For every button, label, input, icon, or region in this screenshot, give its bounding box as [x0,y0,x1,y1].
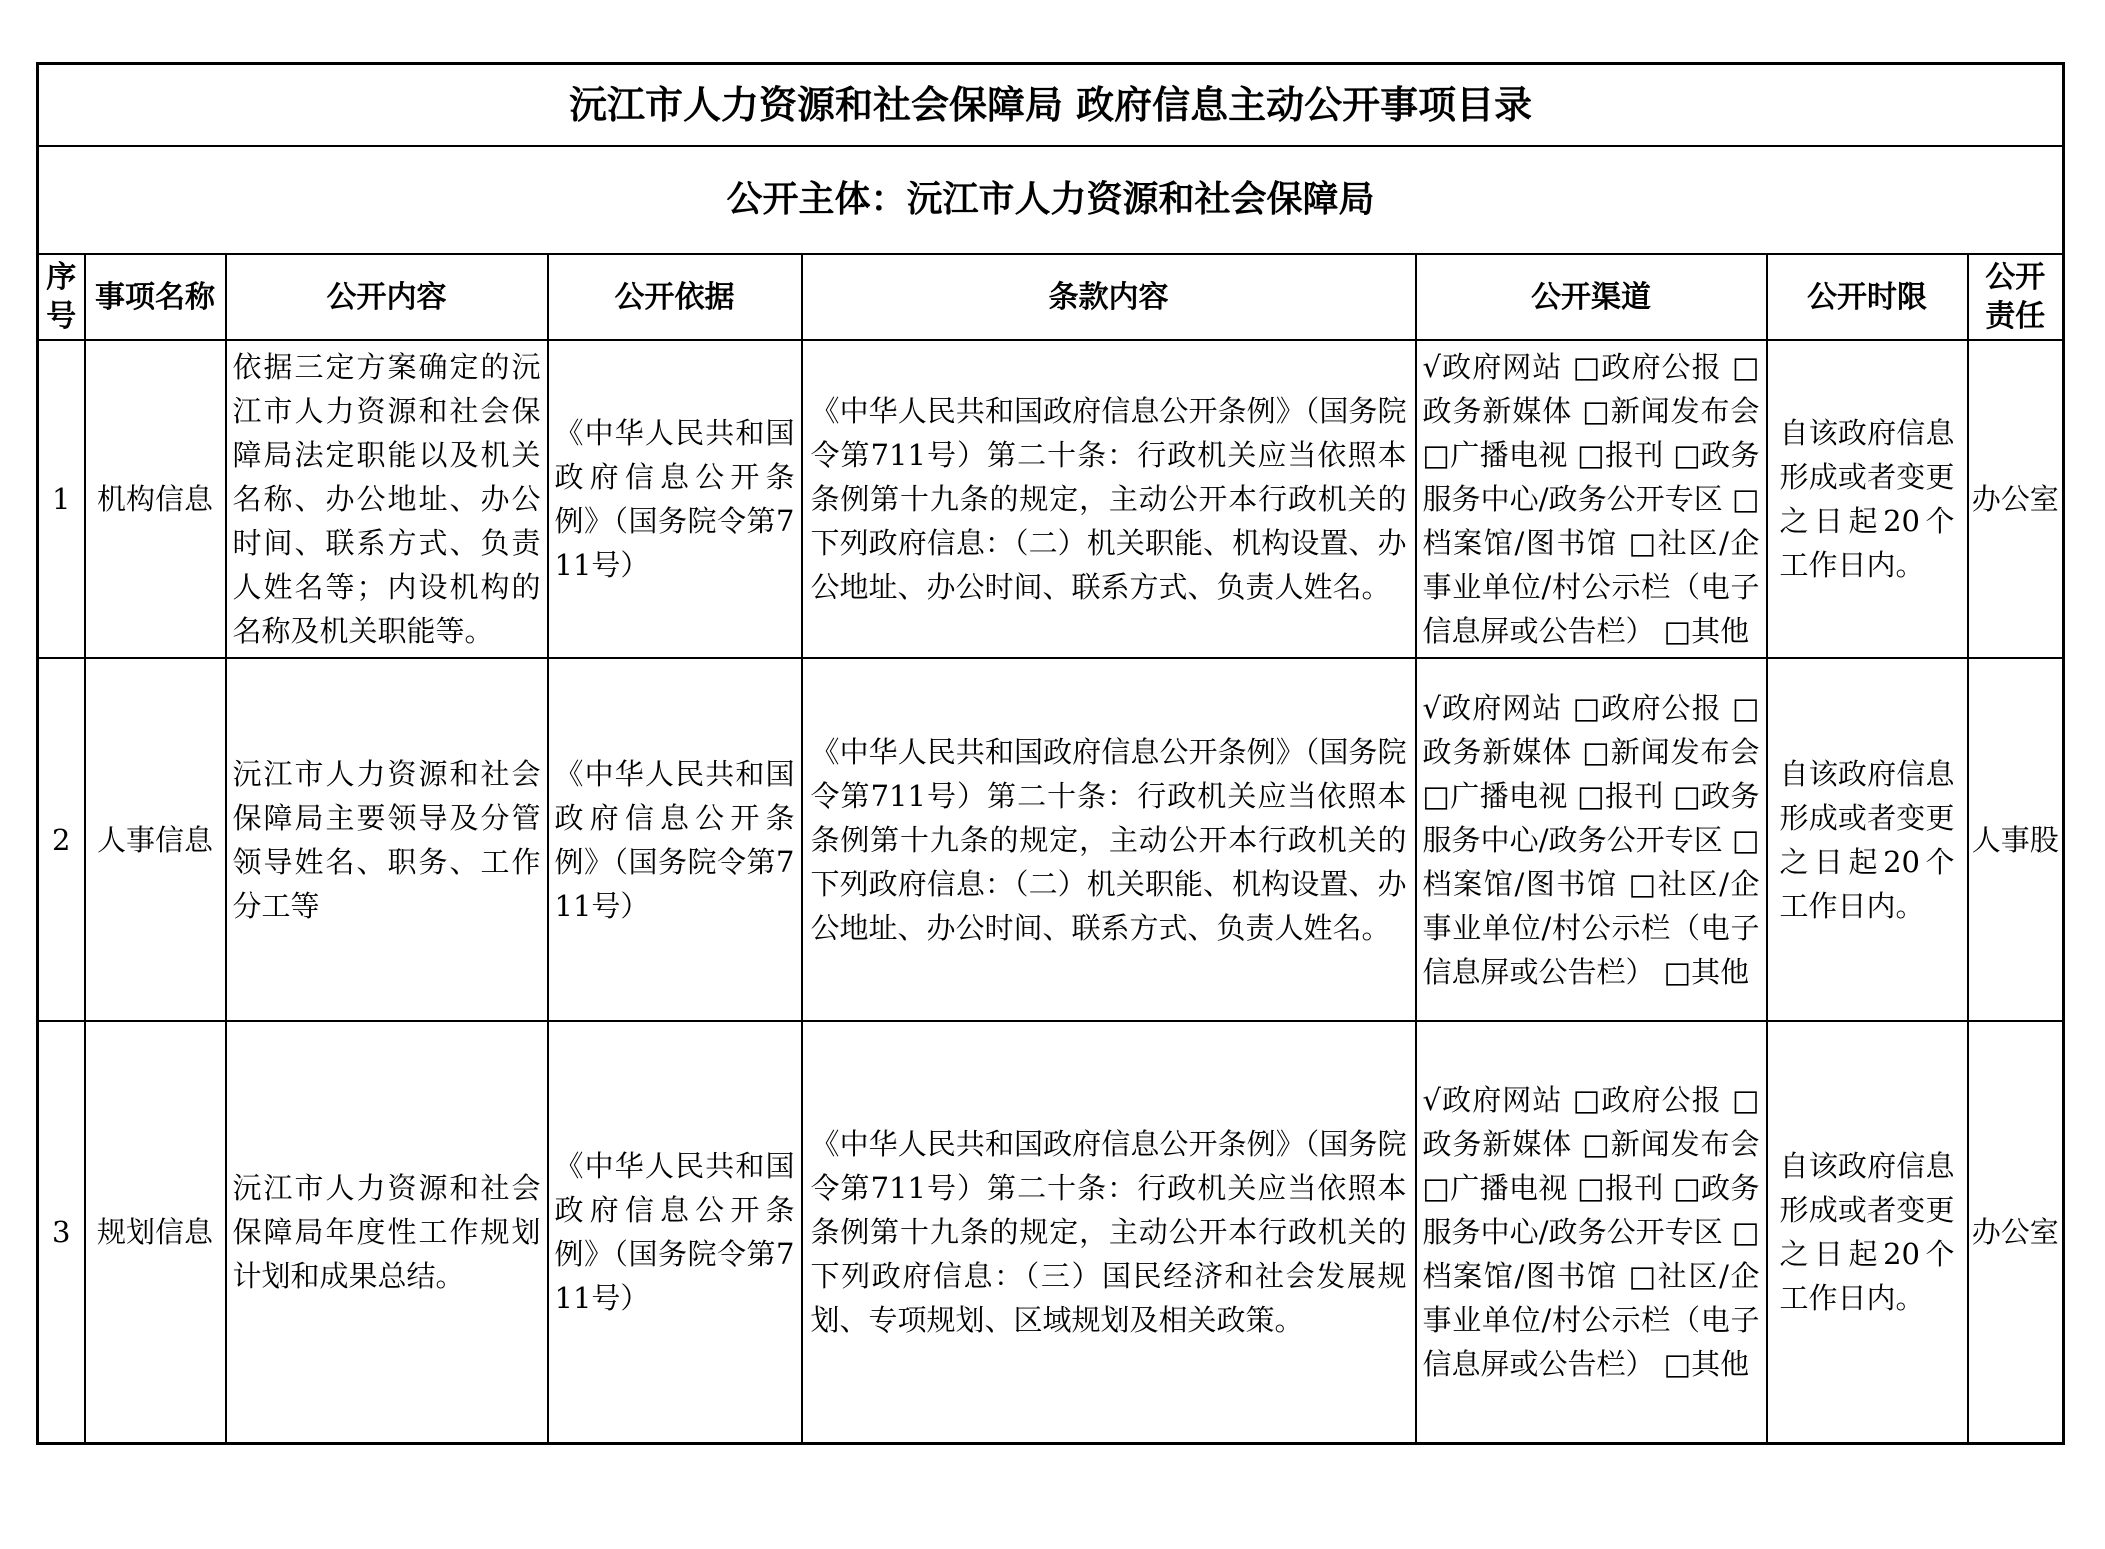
cell-content: 沅江市人力资源和社会保障局年度性工作规划计划和成果总结。 [226,1021,548,1443]
cell-content: 依据三定方案确定的沅江市人力资源和社会保障局法定职能以及机关名称、办公地址、办公时间、联系方式、负责人姓名等；内设机构的名称及机关职能等。 [226,340,548,658]
cell-clause: 《中华人民共和国政府信息公开条例》（国务院令第711号）第二十条：行政机关应当依照本条例第十九条的规定，主动公开本行政机关的下列政府信息：（二）机关职能、机构设置、办公地址、办公时间、联系方式、负责人姓名。 [802,658,1416,1021]
cell-content: 沅江市人力资源和社会保障局主要领导及分管领导姓名、职务、工作分工等 [226,658,548,1021]
cell-basis: 《中华人民共和国政府信息公开条例》（国务院令第711号） [548,1021,802,1443]
cell-channel: √政府网站 □政府公报 □政务新媒体 □新闻发布会 □广播电视 □报刊 □政务服务中心/政务公开专区 □档案馆/图书馆 □社区/企事业单位/村公示栏（电子信息屏或公告栏） □其他 [1416,340,1767,658]
page-title: 沅江市人力资源和社会保障局 政府信息主动公开事项目录 [38,64,2064,147]
table-row [38,658,2064,1021]
subtitle-row [38,146,2064,254]
cell-basis: 《中华人民共和国政府信息公开条例》（国务院令第711号） [548,658,802,1021]
cell-channel: √政府网站 □政府公报 □政务新媒体 □新闻发布会 □广播电视 □报刊 □政务服务中心/政务公开专区 □档案馆/图书馆 □社区/企事业单位/村公示栏（电子信息屏或公告栏） □其他 [1416,658,1767,1021]
cell-time-limit: 自该政府信息形成或者变更之日起20个工作日内。 [1767,1021,1968,1443]
cell-clause: 《中华人民共和国政府信息公开条例》（国务院令第711号）第二十条：行政机关应当依照本条例第十九条的规定，主动公开本行政机关的下列政府信息：（三）国民经济和社会发展规划、专项规划、区域规划及相关政策。 [802,1021,1416,1443]
cell-item-name: 机构信息 [85,340,226,658]
header-channel: 公开渠道 [1416,254,1767,340]
header-row [38,254,2064,340]
header-clause: 条款内容 [802,254,1416,340]
cell-item-name: 规划信息 [85,1021,226,1443]
cell-responsibility: 办公室 [1968,340,2064,658]
title-row [38,64,2064,147]
header-item-name: 事项名称 [85,254,226,340]
cell-channel: √政府网站 □政府公报 □政务新媒体 □新闻发布会 □广播电视 □报刊 □政务服务中心/政务公开专区 □档案馆/图书馆 □社区/企事业单位/村公示栏（电子信息屏或公告栏） □其他 [1416,1021,1767,1443]
header-time-limit: 公开时限 [1767,254,1968,340]
cell-responsibility: 办公室 [1968,1021,2064,1443]
page-subtitle: 公开主体：沅江市人力资源和社会保障局 [38,146,2064,254]
table-row [38,1021,2064,1443]
cell-time-limit: 自该政府信息形成或者变更之日起20个工作日内。 [1767,340,1968,658]
cell-no: 3 [38,1021,85,1443]
cell-time-limit: 自该政府信息形成或者变更之日起20个工作日内。 [1767,658,1968,1021]
header-content: 公开内容 [226,254,548,340]
table-row [38,340,2064,658]
header-basis: 公开依据 [548,254,802,340]
header-no: 序号 [38,254,85,340]
cell-item-name: 人事信息 [85,658,226,1021]
cell-basis: 《中华人民共和国政府信息公开条例》（国务院令第711号） [548,340,802,658]
disclosure-catalog-table [36,62,2065,1445]
cell-no: 2 [38,658,85,1021]
header-responsibility: 公开责任 [1968,254,2064,340]
cell-clause: 《中华人民共和国政府信息公开条例》（国务院令第711号）第二十条：行政机关应当依照本条例第十九条的规定，主动公开本行政机关的下列政府信息：（二）机关职能、机构设置、办公地址、办公时间、联系方式、负责人姓名。 [802,340,1416,658]
cell-responsibility: 人事股 [1968,658,2064,1021]
cell-no: 1 [38,340,85,658]
